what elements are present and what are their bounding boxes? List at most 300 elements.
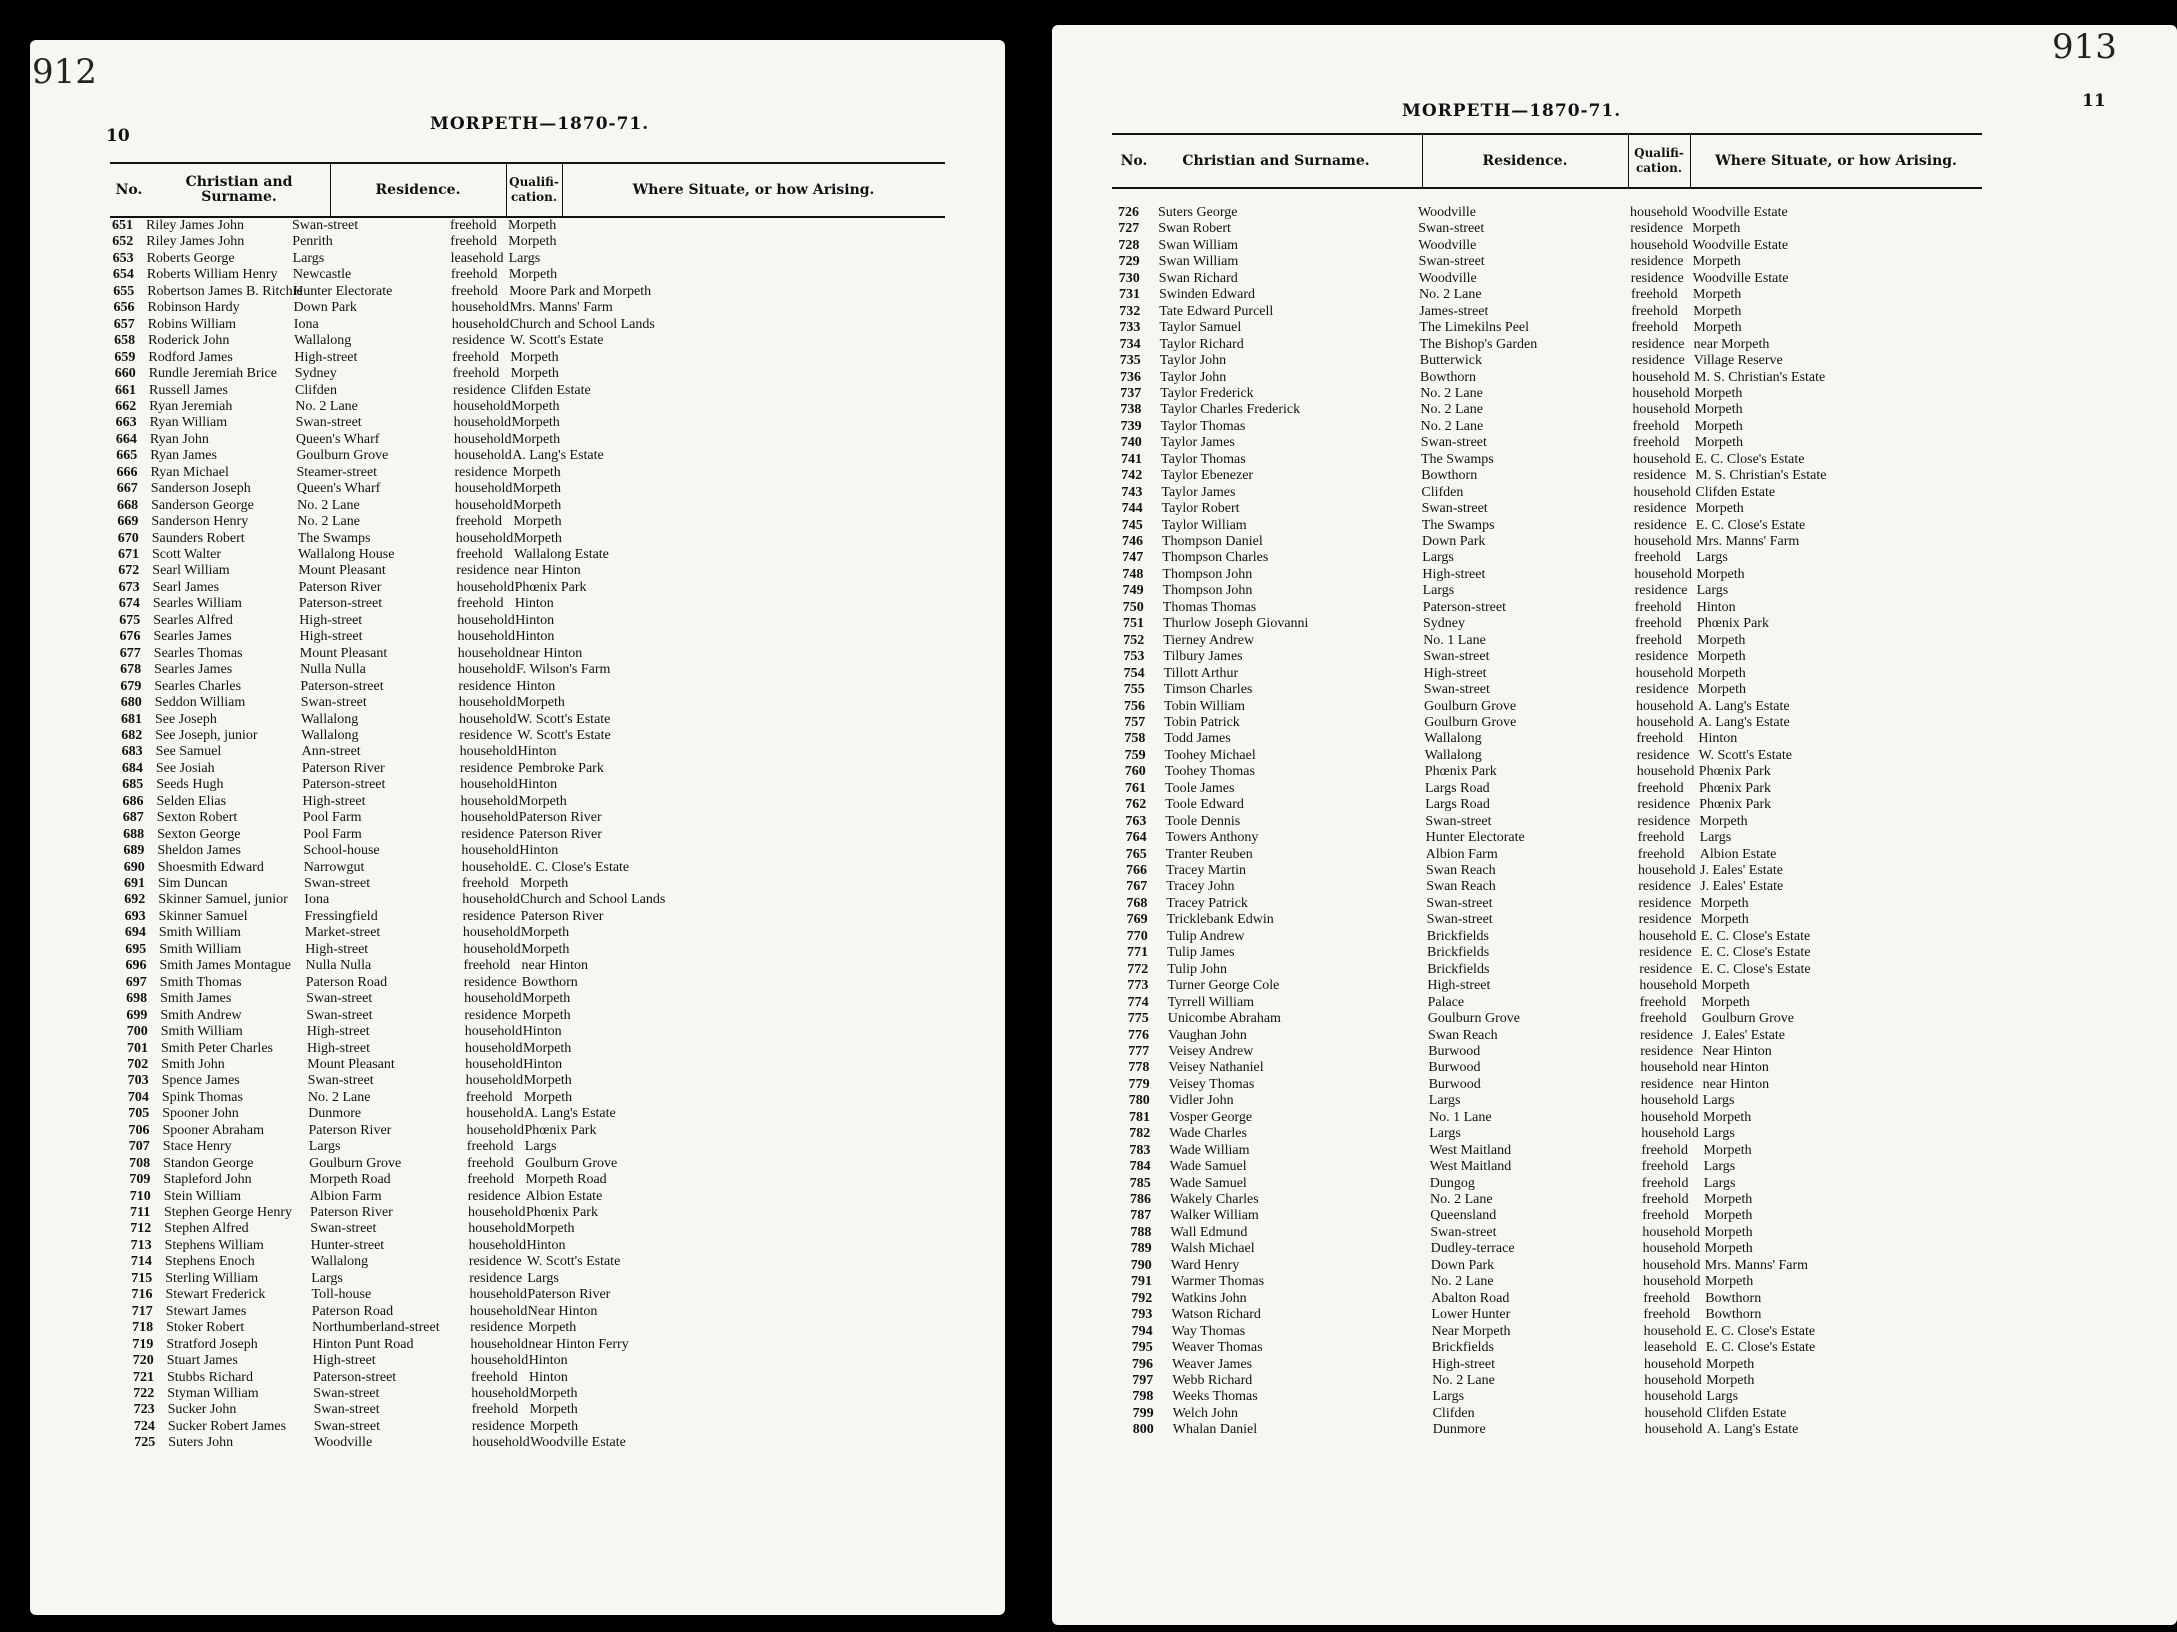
left-running-title: MORPETH—1870-71.: [430, 114, 650, 134]
entry-name: Toohey Thomas: [1164, 764, 1255, 780]
entry-residence: High-street: [1423, 665, 1487, 681]
entry-qualification: residence: [1630, 221, 1684, 237]
entry-where: Church and School Lands: [520, 892, 666, 908]
entry-where: Morpeth Road: [525, 1172, 607, 1188]
entry-residence: Woodville: [1418, 270, 1477, 286]
entry-where: Largs: [527, 1270, 559, 1286]
entry-name: Vidler John: [1168, 1093, 1234, 1109]
entry-number: 666: [116, 464, 138, 480]
entry-where: Morpeth: [1694, 418, 1743, 434]
entry-number: 755: [1123, 682, 1145, 698]
entry-name: Robertson James B. Ritchie: [147, 283, 303, 299]
entry-where: E. C. Close's Estate: [1695, 451, 1805, 467]
entry-name: Smith John: [161, 1056, 225, 1072]
entry-qualification: household: [472, 1435, 530, 1451]
entry-number: 797: [1132, 1372, 1154, 1388]
entry-where: W. Scott's Estate: [517, 711, 611, 727]
entry-number: 660: [114, 366, 136, 382]
entry-residence: Clifden: [1421, 484, 1464, 500]
entry-residence: No. 2 Lane: [1420, 418, 1484, 434]
left-page: [30, 40, 1005, 1615]
entry-number: 793: [1131, 1307, 1153, 1323]
entry-where: Morpeth: [1704, 1208, 1753, 1224]
entry-residence: Market-street: [304, 925, 381, 941]
entry-residence: Goulburn Grove: [1424, 698, 1517, 714]
entry-number: 702: [127, 1056, 149, 1072]
entry-residence: Brickfields: [1426, 928, 1490, 944]
entry-qualification: freehold: [450, 234, 497, 250]
entry-residence: Iona: [293, 316, 319, 332]
entry-qualification: household: [459, 711, 517, 727]
entry-qualification: household: [1644, 1372, 1702, 1388]
entry-residence: Butterwick: [1419, 353, 1483, 369]
entry-qualification: residence: [467, 1188, 521, 1204]
entry-number: 796: [1132, 1356, 1153, 1372]
entry-name: Way Thomas: [1171, 1323, 1246, 1339]
entry-qualification: household: [455, 497, 513, 513]
entry-residence: West Maitland: [1429, 1142, 1512, 1158]
entry-qualification: household: [1634, 534, 1692, 549]
entry-qualification: freehold: [471, 1402, 519, 1418]
entry-where: Morpeth: [523, 1089, 573, 1105]
entry-residence: Paterson Road: [305, 974, 388, 990]
entry-where: W. Scott's Estate: [1698, 747, 1792, 763]
entry-number: 717: [131, 1303, 153, 1319]
entry-residence: Ann-street: [301, 744, 361, 760]
entry-residence: No. 1 Lane: [1429, 1109, 1492, 1125]
entry-name: Wade Samuel: [1169, 1175, 1247, 1191]
entry-qualification: residence: [454, 464, 508, 480]
entry-name: Webb Richard: [1172, 1372, 1253, 1388]
entry-number: 652: [112, 234, 134, 250]
entry-residence: The Swamps: [297, 530, 371, 546]
entry-number: 778: [1128, 1060, 1150, 1076]
entry-name: Tricklebank Edwin: [1166, 912, 1274, 928]
entry-qualification: freehold: [452, 349, 500, 365]
entry-where: Largs: [524, 1139, 557, 1155]
entry-qualification: household: [1641, 1126, 1699, 1142]
entry-name: Searles Thomas: [153, 645, 243, 661]
entry-number: 738: [1120, 402, 1142, 418]
entry-name: Veisey Andrew: [1168, 1043, 1254, 1059]
entry-qualification: household: [451, 300, 510, 316]
entry-number: 672: [118, 563, 140, 579]
entry-where: Morpeth: [512, 464, 561, 480]
entry-name: Stephen George Henry: [164, 1205, 293, 1220]
entry-qualification: residence: [1630, 270, 1684, 286]
entry-where: Hinton: [515, 629, 555, 645]
entry-name: Weeks Thomas: [1172, 1389, 1258, 1405]
entry-residence: Wallalong: [1424, 747, 1482, 763]
entry-qualification: freehold: [1642, 1192, 1689, 1207]
entry-name: Robins William: [147, 316, 237, 332]
entry-qualification: residence: [1638, 912, 1692, 928]
entry-name: Taylor Frederick: [1160, 385, 1254, 401]
entry-number: 768: [1126, 895, 1148, 911]
entry-residence: Paterson River: [310, 1205, 393, 1220]
entry-qualification: freehold: [1641, 1159, 1689, 1175]
entry-name: Searl William: [152, 563, 230, 579]
entry-name: Wade Charles: [1169, 1126, 1247, 1142]
entry-number: 736: [1120, 369, 1141, 385]
entry-residence: Swan-street: [1426, 895, 1493, 911]
entry-where: Hinton: [529, 1369, 568, 1385]
entry-name: Ryan Jeremiah: [149, 398, 233, 414]
entry-name: Stein William: [163, 1188, 242, 1204]
entry-residence: Paterson River: [308, 1122, 392, 1138]
entry-name: Tate Edward Purcell: [1159, 303, 1274, 319]
entry-number: 798: [1132, 1389, 1154, 1405]
entry-qualification: leasehold: [1643, 1340, 1697, 1356]
entry-qualification: freehold: [1635, 616, 1682, 632]
entry-number: 731: [1119, 287, 1140, 303]
entry-name: Tobin Patrick: [1164, 714, 1240, 730]
header-qualification: Qualifi- cation.: [509, 175, 559, 204]
entry-name: Sucker John: [167, 1402, 237, 1418]
entry-qualification: household: [1643, 1323, 1702, 1339]
entry-residence: No. 2 Lane: [297, 514, 360, 530]
entry-qualification: household: [468, 1205, 526, 1220]
entry-qualification: freehold: [1642, 1208, 1689, 1224]
entry-where: W. Scott's Estate: [517, 727, 611, 743]
entry-where: Paterson River: [520, 908, 604, 924]
entry-qualification: residence: [459, 760, 513, 776]
entry-name: Thompson Daniel: [1162, 534, 1263, 549]
entry-number: 776: [1128, 1027, 1149, 1043]
entry-number: 671: [118, 547, 139, 562]
entry-where: Hinton: [519, 843, 559, 859]
entry-number: 712: [130, 1221, 152, 1237]
entry-residence: Morpeth Road: [309, 1172, 391, 1188]
entry-qualification: residence: [462, 908, 516, 924]
entry-name: Watson Richard: [1171, 1307, 1261, 1323]
entry-residence: High-street: [307, 1040, 370, 1056]
entry-where: Morpeth: [1700, 895, 1749, 911]
entry-residence: No. 2 Lane: [1430, 1192, 1493, 1207]
entry-residence: Woodville: [1418, 205, 1476, 220]
right-corner-number: 913: [2052, 27, 2117, 67]
entry-where: Hinton: [523, 1056, 563, 1072]
entry-name: Stewart James: [165, 1303, 247, 1319]
entry-number: 684: [121, 760, 143, 776]
entry-residence: Swan-street: [306, 1007, 373, 1023]
entry-name: Swan William: [1158, 254, 1239, 270]
entry-number: 794: [1131, 1323, 1153, 1339]
entry-where: Hinton: [515, 612, 555, 628]
entry-residence: Swan-street: [304, 876, 371, 891]
entry-qualification: household: [1638, 928, 1697, 944]
entry-number: 681: [121, 711, 142, 727]
entry-where: Paterson River: [518, 810, 602, 826]
entry-number: 658: [114, 333, 136, 349]
entry-where: Morpeth: [508, 234, 557, 250]
entry-name: Tulip Andrew: [1166, 928, 1245, 944]
entry-where: Hinton: [517, 744, 557, 760]
entry-where: Morpeth: [1706, 1356, 1755, 1372]
entry-number: 792: [1131, 1290, 1153, 1306]
entry-residence: Largs: [1428, 1093, 1461, 1109]
entry-name: Thompson John: [1162, 566, 1253, 582]
entry-qualification: household: [1633, 451, 1691, 467]
entry-residence: No. 1 Lane: [1423, 632, 1486, 648]
entry-where: near Hinton: [521, 958, 588, 974]
entry-where: Morpeth: [1706, 1372, 1755, 1388]
entry-name: Toole James: [1165, 780, 1235, 796]
entry-qualification: freehold: [1639, 994, 1687, 1010]
entry-where: Bowthorn: [1705, 1307, 1762, 1323]
entry-name: Skinner Samuel, junior: [158, 892, 288, 908]
entry-qualification: household: [456, 579, 515, 595]
entry-residence: Paterson Road: [311, 1303, 394, 1319]
entry-name: Wade Samuel: [1169, 1159, 1247, 1175]
entry-number: 662: [115, 398, 137, 414]
entry-qualification: household: [461, 859, 520, 875]
entry-where: Phœnix Park: [1699, 780, 1771, 796]
entry-number: 764: [1125, 830, 1147, 846]
entry-residence: Swan-street: [313, 1385, 380, 1401]
entry-where: Hinton: [522, 1024, 562, 1040]
entry-where: Church and School Lands: [509, 316, 655, 332]
entry-residence: Near Morpeth: [1431, 1323, 1511, 1339]
entry-residence: High-street: [302, 793, 366, 809]
entry-residence: Swan-street: [1426, 912, 1493, 928]
entry-qualification: household: [453, 398, 511, 414]
entry-number: 784: [1129, 1159, 1151, 1175]
entry-qualification: household: [1630, 237, 1688, 253]
entry-qualification: household: [455, 530, 514, 546]
entry-residence: Swan-street: [1420, 435, 1487, 451]
entry-residence: Sydney: [1423, 616, 1465, 632]
entry-qualification: household: [457, 645, 516, 661]
entry-number: 750: [1122, 599, 1144, 615]
entry-name: Searl James: [152, 579, 220, 595]
entry-qualification: household: [1643, 1274, 1701, 1290]
entry-name: Searles Charles: [154, 678, 242, 694]
entry-where: Morpeth: [522, 991, 571, 1007]
entry-number: 722: [133, 1385, 155, 1401]
entry-name: Riley James John: [146, 218, 244, 233]
entry-where: E. C. Close's Estate: [1701, 945, 1811, 961]
entry-where: Morpeth: [1695, 501, 1744, 517]
entry-qualification: freehold: [1632, 435, 1680, 451]
entry-residence: High-street: [1422, 566, 1486, 582]
entry-where: Morpeth: [1694, 435, 1744, 451]
entry-name: Swan Robert: [1158, 221, 1231, 237]
entry-name: Spooner John: [162, 1106, 239, 1122]
entry-number: 657: [113, 316, 135, 332]
entry-qualification: household: [454, 448, 512, 464]
entry-name: Saunders Robert: [151, 530, 245, 546]
entry-where: Morpeth: [511, 415, 560, 431]
entry-number: 740: [1120, 435, 1142, 451]
entry-where: near Hinton: [1702, 1076, 1770, 1092]
entry-name: Standon George: [163, 1155, 254, 1171]
entry-number: 724: [133, 1418, 155, 1434]
entry-qualification: residence: [1633, 501, 1687, 517]
entry-qualification: residence: [1635, 682, 1689, 698]
entry-residence: Albion Farm: [309, 1188, 382, 1204]
entry-residence: Swan-street: [310, 1221, 377, 1237]
entry-where: Near Hinton: [1702, 1043, 1772, 1059]
entry-name: Swinden Edward: [1159, 287, 1256, 303]
entry-number: 703: [127, 1073, 149, 1089]
entry-name: See Samuel: [155, 744, 222, 760]
entry-name: Skinner Samuel: [158, 908, 248, 924]
entry-number: 697: [125, 974, 147, 990]
entry-qualification: household: [463, 941, 521, 957]
entry-qualification: freehold: [463, 958, 511, 974]
entry-where: Morpeth: [1703, 1142, 1752, 1158]
entry-name: Smith William: [159, 941, 242, 957]
entry-residence: Queen's Wharf: [295, 431, 380, 447]
entry-number: 743: [1121, 484, 1143, 500]
entry-number: 748: [1122, 566, 1144, 582]
entry-name: Swan Richard: [1158, 270, 1238, 286]
entry-where: Woodville Estate: [1692, 237, 1789, 253]
entry-residence: Dunmore: [308, 1106, 362, 1122]
entry-where: near Hinton: [1702, 1060, 1769, 1076]
entry-qualification: freehold: [1643, 1290, 1690, 1306]
entry-qualification: freehold: [1641, 1175, 1689, 1191]
entry-residence: Phœnix Park: [1424, 764, 1497, 780]
entry-number: 710: [129, 1188, 151, 1204]
entry-where: Morpeth: [520, 876, 569, 891]
entry-name: Veisey Thomas: [1168, 1076, 1255, 1092]
entry-name: Taylor John: [1159, 353, 1227, 369]
entry-qualification: residence: [452, 333, 505, 349]
entry-name: Toohey Michael: [1164, 747, 1256, 763]
entry-residence: Largs Road: [1425, 797, 1490, 813]
entry-residence: Swan-street: [1423, 682, 1490, 698]
entry-name: Searles James: [153, 629, 232, 645]
entry-number: 720: [132, 1353, 154, 1369]
entry-name: Tulip James: [1167, 945, 1235, 961]
entry-qualification: household: [458, 662, 516, 678]
entry-residence: Woodville: [314, 1435, 373, 1451]
entry-name: Spence James: [161, 1073, 240, 1089]
entry-where: Pembroke Park: [517, 760, 604, 776]
entry-number: 655: [113, 283, 135, 299]
entry-qualification: household: [464, 1024, 523, 1040]
left-corner-number: 912: [32, 52, 97, 92]
entry-where: Largs: [1696, 550, 1728, 566]
entry-residence: Penrith: [292, 234, 333, 250]
entry-qualification: household: [465, 1040, 523, 1056]
entry-number: 777: [1128, 1043, 1150, 1059]
entry-residence: Hunter-street: [310, 1237, 385, 1253]
entry-name: Ryan John: [149, 431, 209, 447]
entry-where: W. Scott's Estate: [526, 1254, 621, 1270]
entry-residence: The Bishop's Garden: [1419, 336, 1538, 352]
entry-name: Taylor Richard: [1159, 336, 1244, 352]
entry-residence: Goulburn Grove: [309, 1155, 402, 1171]
entry-residence: Queen's Wharf: [296, 481, 381, 497]
entry-number: 677: [119, 645, 141, 661]
entry-where: Mrs. Manns' Farm: [509, 300, 613, 316]
entry-qualification: household: [459, 744, 518, 760]
entry-number: 790: [1130, 1257, 1152, 1273]
entry-where: Hinton: [1698, 731, 1738, 747]
entry-residence: Largs Road: [1425, 780, 1490, 796]
entry-number: 788: [1130, 1224, 1152, 1240]
entry-qualification: freehold: [1639, 1011, 1687, 1027]
entry-qualification: freehold: [1636, 731, 1684, 747]
entry-residence: Swan-street: [292, 218, 359, 233]
entry-where: Largs: [1702, 1093, 1735, 1109]
left-table-header: [110, 162, 945, 218]
entry-where: F. Wilson's Farm: [516, 662, 611, 678]
entry-residence: No. 2 Lane: [1420, 402, 1483, 418]
entry-number: 687: [122, 810, 144, 826]
entry-number: 765: [1125, 846, 1147, 862]
entry-where: Morpeth: [1693, 303, 1742, 319]
entry-number: 716: [131, 1287, 153, 1303]
entry-residence: Wallalong: [294, 333, 352, 349]
entry-where: Albion Estate: [1699, 846, 1777, 862]
entry-residence: Paterson-street: [313, 1369, 397, 1385]
entry-where: near Hinton Ferry: [528, 1336, 629, 1352]
entry-qualification: household: [1642, 1257, 1701, 1273]
entry-number: 726: [1118, 205, 1139, 220]
entry-number: 688: [123, 826, 145, 842]
entry-where: W. Scott's Estate: [510, 333, 604, 349]
entry-qualification: residence: [1640, 1027, 1693, 1043]
entry-number: 686: [122, 793, 144, 809]
entry-where: Hinton: [526, 1237, 566, 1253]
entry-qualification: freehold: [1631, 303, 1678, 319]
entry-qualification: freehold: [456, 596, 504, 612]
entry-where: Phœnix Park: [1698, 764, 1771, 780]
entry-where: Largs: [1703, 1126, 1735, 1142]
entry-residence: Down Park: [1430, 1257, 1495, 1273]
entry-number: 707: [128, 1139, 150, 1155]
entry-number: 680: [120, 695, 142, 711]
entry-name: Taylor Robert: [1161, 501, 1240, 517]
entry-where: Morpeth: [511, 431, 561, 447]
entry-name: Tracey Patrick: [1166, 895, 1248, 911]
entry-where: Morpeth: [516, 695, 565, 711]
entry-qualification: household: [468, 1221, 526, 1237]
entry-qualification: residence: [1630, 254, 1684, 270]
entry-qualification: residence: [1638, 895, 1692, 911]
entry-residence: Woodville: [1418, 237, 1477, 253]
entry-number: 786: [1130, 1192, 1151, 1207]
entry-residence: Newcastle: [292, 267, 352, 283]
entry-number: 762: [1125, 797, 1147, 813]
entry-number: 708: [129, 1155, 151, 1171]
header-name: Christian and Surname.: [185, 174, 293, 205]
entry-residence: James-street: [1419, 303, 1489, 319]
entry-number: 668: [117, 497, 139, 513]
entry-name: Timson Charles: [1163, 682, 1253, 698]
entry-name: Tracey Martin: [1166, 863, 1246, 878]
entry-where: Mrs. Manns' Farm: [1696, 534, 1800, 549]
entry-residence: Clifden: [295, 382, 337, 398]
entry-residence: Abalton Road: [1431, 1290, 1510, 1306]
entry-where: Hinton: [516, 678, 556, 694]
entry-where: Woodville Estate: [1692, 205, 1788, 220]
entry-number: 667: [116, 481, 138, 497]
left-page-number: 10: [106, 126, 130, 146]
entry-number: 773: [1127, 978, 1149, 994]
entry-qualification: freehold: [455, 514, 503, 530]
entry-where: Largs: [1703, 1159, 1736, 1175]
entry-number: 713: [130, 1237, 152, 1253]
entry-qualification: household: [466, 1106, 524, 1122]
entry-number: 700: [126, 1024, 148, 1040]
entry-qualification: household: [460, 793, 519, 809]
entry-number: 730: [1118, 270, 1140, 286]
